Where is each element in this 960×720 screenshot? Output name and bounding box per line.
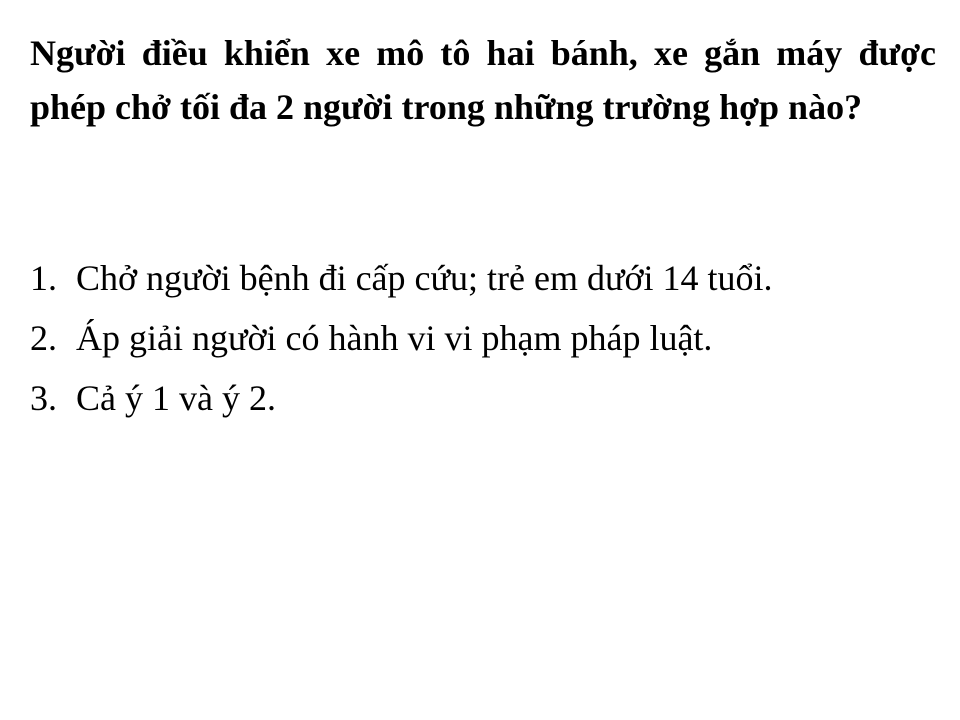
answer-option-2[interactable] [30, 308, 936, 368]
answer-text: Chở người bệnh đi cấp cứu; trẻ em dưới 14 tuổi. [76, 258, 773, 298]
answer-option-3[interactable] [30, 368, 936, 428]
answer-number: 3. [30, 378, 57, 418]
answer-number: 1. [30, 258, 57, 298]
answer-number: 2. [30, 318, 57, 358]
question-text: Người điều khiển xe mô tô hai bánh, xe gắn máy được phép chở tối đa 2 người trong những trường hợp nào? [30, 33, 936, 127]
answer-list [30, 248, 936, 428]
answer-option-1[interactable] [30, 248, 936, 308]
answer-text: Áp giải người có hành vi vi phạm pháp luật. [76, 318, 713, 358]
answer-text: Cả ý 1 và ý 2. [76, 378, 276, 418]
